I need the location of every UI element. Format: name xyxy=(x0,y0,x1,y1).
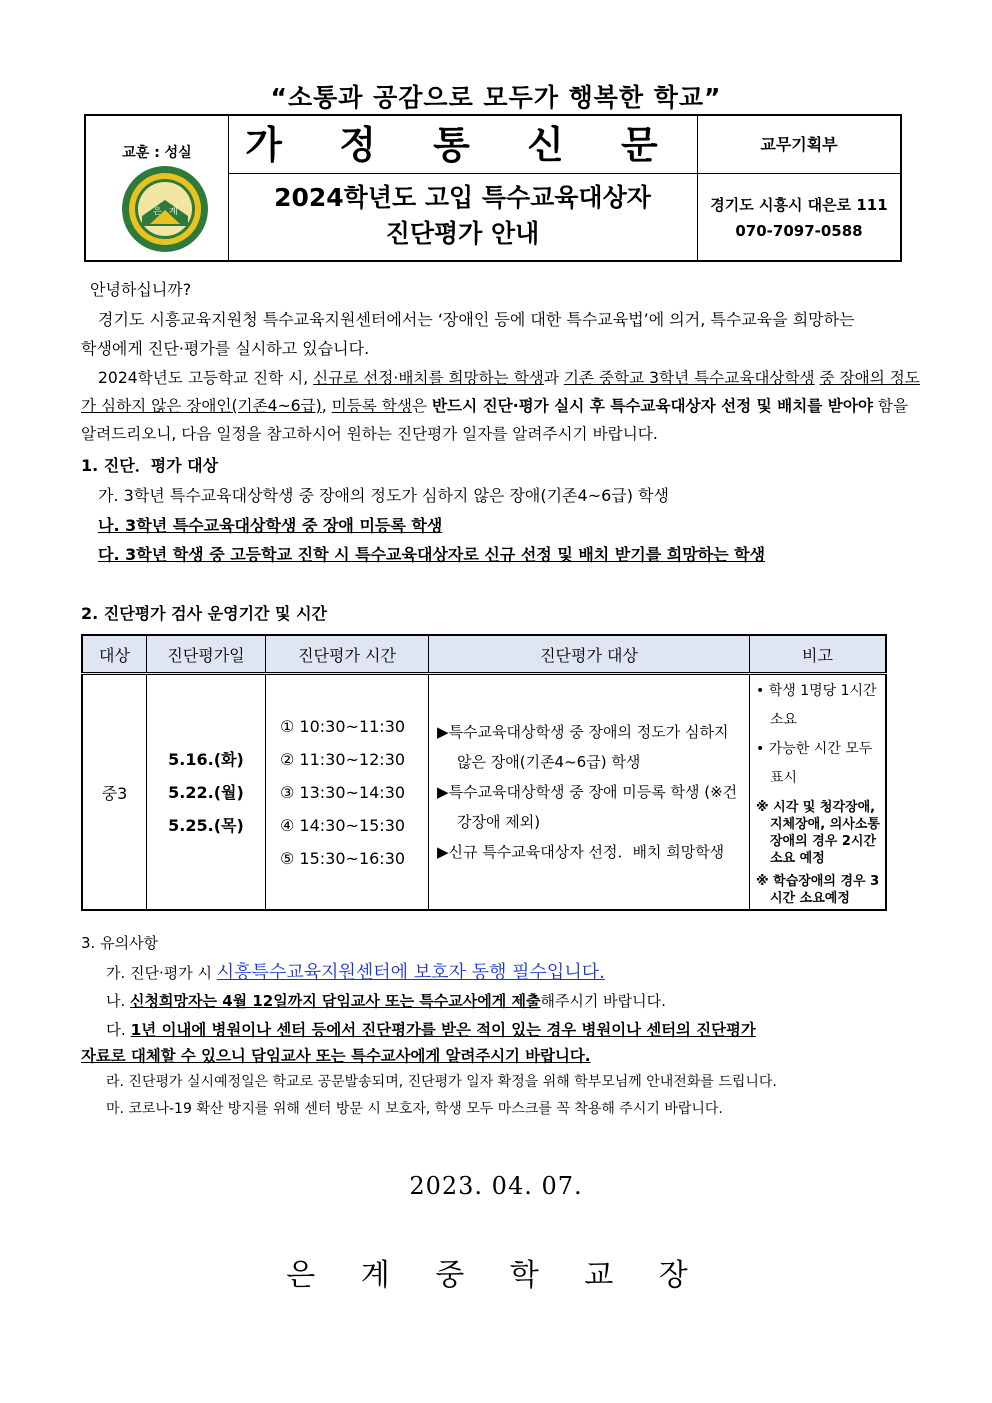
notice-c-line-2: 자료로 대체할 수 있으니 담임교사 또는 특수교사에게 알려주시기 바랍니다. xyxy=(81,1047,591,1065)
target-cell xyxy=(429,674,750,911)
school-slogan: “소통과 공감으로 모두가 행복한 학교” xyxy=(270,83,722,112)
address: 경기도 시흥시 대은로 111 xyxy=(710,196,888,214)
principal-signature: 은 계 중 학 교 장 xyxy=(286,1258,706,1293)
time-slot-4: ④ 14:30~15:30 xyxy=(280,815,406,835)
col-header-grade: 대상 xyxy=(82,635,147,674)
p2-new-placement: 신규로 선정·배치를 희망하는 학생 xyxy=(313,369,544,387)
note-bullet-2: • 가능한 시간 모두 표시 xyxy=(756,741,873,786)
school-emblem-icon xyxy=(120,164,210,254)
section-1-item-a: 가. 3학년 특수교육대상학생 중 장애의 정도가 심하지 않은 장애(기존4~6급) 학생 xyxy=(98,486,669,505)
svg-text:은: 은 xyxy=(153,207,162,217)
subtitle-line-1: 2024학년도 고입 특수교육대상자 xyxy=(274,183,651,212)
date-1: 5.16.(화) xyxy=(168,749,244,769)
note-asterisk-1: ※ 시각 및 청각장애, 지체장애, 의사소통장애의 경우 2시간 소요 예정 xyxy=(756,800,880,866)
notice-c-prefix: 다. xyxy=(106,1021,131,1039)
date-3: 5.25.(목) xyxy=(168,815,244,835)
table-header-row xyxy=(82,635,886,674)
col-header-date: 진단평가일 xyxy=(147,635,266,674)
newsletter-header xyxy=(84,114,902,262)
section-1-item-c: 다. 3학년 학생 중 고등학교 진학 시 특수교육대상자로 신규 선정 및 배치 받기를 희망하는 학생 xyxy=(98,545,766,564)
p2-c: 과 xyxy=(543,369,564,387)
time-cell xyxy=(266,674,429,911)
notice-a xyxy=(106,958,605,984)
p2-unregistered: 미등록 학생 xyxy=(331,397,412,415)
section-3-heading: 3. 유의사항 xyxy=(81,934,159,952)
notice-b xyxy=(106,990,666,1011)
newsletter-title: 가 정 통 신 문 xyxy=(228,116,698,174)
col-header-note: 비고 xyxy=(750,635,887,674)
department: 교무기획부 xyxy=(698,116,900,174)
document-date: 2023. 04. 07. xyxy=(409,1172,583,1200)
col-header-target: 진단평가 대상 xyxy=(429,635,750,674)
school-motto: 교훈 : 성실 xyxy=(122,145,192,161)
phone-number: 070-7097-0588 xyxy=(735,222,863,240)
notice-a-guardian-required: 시흥특수교육지원센터에 보호자 동행 필수입니다. xyxy=(216,962,605,983)
date-cell xyxy=(147,674,266,911)
date-2: 5.22.(월) xyxy=(168,782,244,802)
notice-b-suffix: 해주시기 바랍니다. xyxy=(540,992,666,1010)
notice-b-deadline: 신청희망자는 4월 12일까지 담임교사 또는 특수교사에게 제출 xyxy=(130,992,541,1010)
time-slot-1: ① 10:30~11:30 xyxy=(280,716,406,736)
notice-c-line-1: 1년 이내에 병원이나 센터 등에서 진단평가를 받은 적이 있는 경우 병원이나 센터의 진단평가 xyxy=(130,1021,756,1039)
notice-e: 마. 코로나-19 확산 방지를 위해 센터 방문 시 보호자, 학생 모두 마스크를 꼭 착용해 주시기 바랍니다. xyxy=(106,1101,723,1117)
note-cell xyxy=(750,674,887,911)
time-slot-5: ⑤ 15:30~16:30 xyxy=(280,848,406,868)
note-bullet-1: • 학생 1명당 1시간 소요 xyxy=(756,683,877,728)
contact-info xyxy=(698,174,900,260)
p2-f: , xyxy=(321,397,332,415)
section-2-heading: 2. 진단평가 검사 운영기간 및 시간 xyxy=(81,604,327,623)
greeting: 안녕하십니까? xyxy=(90,280,192,299)
intro-paragraph-1: 경기도 시흥교육지원청 특수교육지원센터에서는 ‘장애인 등에 대한 특수교육법’에 의거, 특수교육을 희망하는 xyxy=(98,310,855,329)
p2-mild-disability: 중 장애의 정도가 심하지 않은 장애인(기존4~6급) xyxy=(81,369,920,415)
intro-paragraph-2 xyxy=(81,364,923,448)
time-slot-3: ③ 13:30~14:30 xyxy=(280,782,406,802)
target-3: ▶신규 특수교육대상자 선정．배치 희망학생 xyxy=(437,843,725,861)
svg-text:계: 계 xyxy=(169,207,178,217)
notice-c xyxy=(106,1018,756,1040)
p2-a: 2024학년도 고등학교 진학 시, xyxy=(98,369,314,387)
logo-cell xyxy=(86,116,229,260)
newsletter-subtitle xyxy=(228,174,698,260)
time-slot-2: ② 11:30~12:30 xyxy=(280,749,406,769)
intro-paragraph-1-cont: 학생에게 진단·평가를 실시하고 있습니다. xyxy=(81,339,370,358)
section-1-heading: 1. 진단．평가 대상 xyxy=(81,456,219,475)
note-asterisk-2: ※ 학습장애의 경우 3시간 소요예정 xyxy=(756,874,880,906)
table-row xyxy=(82,674,886,911)
target-1: ▶특수교육대상학생 중 장애의 정도가 심하지 않은 장애(기존4~6급) 학생 xyxy=(437,723,729,771)
p2-h: 은 xyxy=(411,397,432,415)
p2-existing-students: 기존 중학교 3학년 특수교육대상학생 xyxy=(563,369,815,387)
notice-b-prefix: 나. xyxy=(106,992,131,1010)
notice-a-prefix: 가. 진단·평가 시 xyxy=(106,964,217,982)
p2-mandatory-cont: 정 및 배치를 받아야 xyxy=(736,397,873,415)
schedule-table xyxy=(81,634,887,911)
subtitle-line-2: 진단평가 안내 xyxy=(385,219,540,248)
notice-d: 라. 진단평가 실시예정일은 학교로 공문발송되며, 진단평가 일자 확정을 위해 학부모님께 안내전화를 드립니다. xyxy=(106,1074,777,1090)
section-1-item-b: 나. 3학년 특수교육대상학생 중 장애 미등록 학생 xyxy=(98,516,443,535)
p2-k: 함을 알려드리오니, 다음 일정을 참고하시어 원하는 진단평가 일자를 알려주시기 바랍니다. xyxy=(81,397,909,443)
p2-mandatory: 반드시 진단·평가 실시 후 특수교육대상자 선 xyxy=(431,397,737,415)
grade-cell: 중3 xyxy=(82,674,147,911)
col-header-time: 진단평가 시간 xyxy=(266,635,429,674)
target-2: ▶특수교육대상학생 중 장애 미등록 학생 (※건강장애 제외) xyxy=(437,783,738,831)
